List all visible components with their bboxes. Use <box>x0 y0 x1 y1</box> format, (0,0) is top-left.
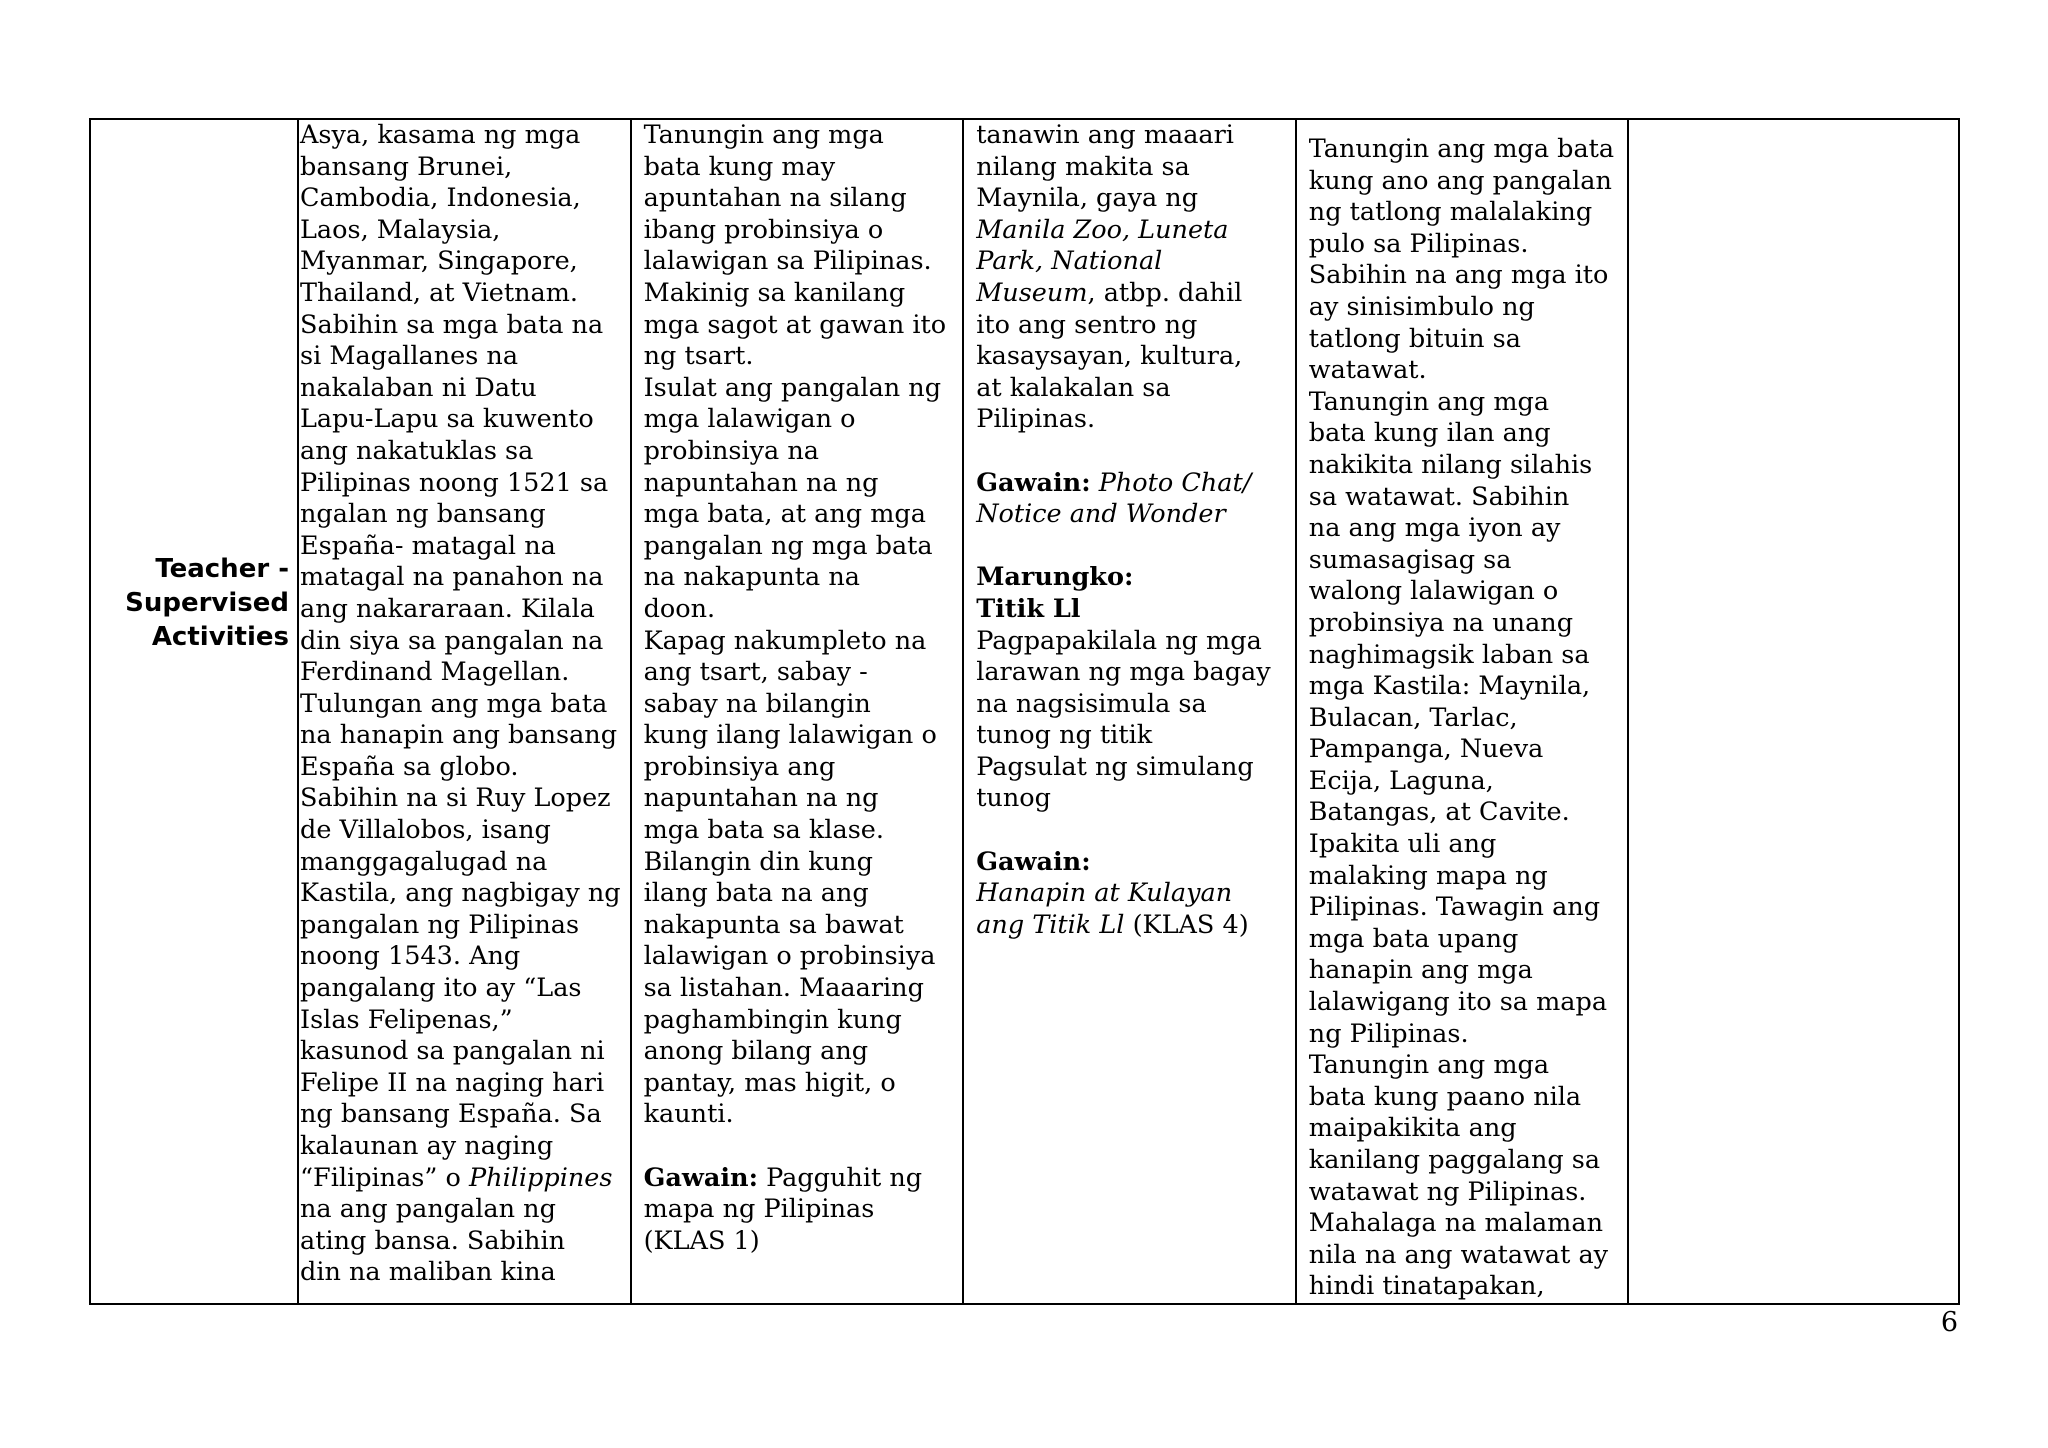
activity-cell-1 <box>298 119 631 1304</box>
empty-cell <box>1628 119 1959 1304</box>
activity-cell-4 <box>1296 119 1629 1304</box>
gawain-photo-chat: Gawain: Photo Chat/ Notice and Wonder <box>976 467 1252 530</box>
activity-text-4: Tanungin ang mga bata kung ano ang pangalan ng tatlong malalaking pulo sa Pilipinas. Sabihin na ang mga ito ay sinisimbulo ng tatlong bituin sa watawat. Tanungin ang mga bata kung ilan ang nakikita nilang silahis sa watawat. Sabihin na ang mga iyon ay sumasagisag sa walong lalawigan o probinsiya na unang naghimagsik laban sa mga Kastila: Maynila, Bulacan, Tarlac, Pampanga, Nueva Ecija, Laguna, Batangas, at Cavite. Ipakita uli ang malaking mapa ng Pilipinas. Tawagin ang mga bata upang hanapin ang mga lalawigang ito sa mapa ng Pilipinas. Tanungin ang mga bata kung paano nila maipakikita ang kanilang paggalang sa watawat ng Pilipinas. Mahalaga na malaman nila na ang watawat ay hindi tinatapakan, <box>1308 134 1615 1302</box>
activity-cell-2 <box>631 119 964 1304</box>
teacher-supervised-row <box>90 119 1959 1304</box>
gawain-pagguhit: Gawain: Pagguhit ng mapa ng Pilipinas (KLAS 1) <box>643 1162 923 1256</box>
marungko-section: Marungko: Titik Ll Pagpapakilala ng mga larawan ng mga bagay na nagsisimula sa tunog ng titik Pagsulat ng simulang tunog <box>976 562 1271 814</box>
lesson-plan-table <box>89 118 1960 1305</box>
activity-cell-3 <box>963 119 1296 1304</box>
row-label: Teacher - Supervised Activities <box>125 553 289 652</box>
activity-text-2: Tanungin ang mga bata kung may apuntahan na silang ibang probinsiya o lalawigan sa Pilipinas. Makinig sa kanilang mga sagot at gawan ito ng tsart. Isulat ang pangalan ng mga lalawigan o probinsiya na napuntahan na ng mga bata, at ang mga pangalan ng mga bata na nakapunta na doon. Kapag nakumpleto na ang tsart, sabay - sabay na bilangin kung ilang lalawigan o probinsiya ang napuntahan na ng mga bata sa klase. Bilangin din kung ilang bata na ang nakapunta sa bawat lalawigan o probinsiya sa listahan. Maaaring paghambingin kung anong bilang ang pantay, mas higit, o kaunti. <box>643 120 947 1130</box>
activity-text-3: tanawin ang maaari nilang makita sa Maynila, gaya ng Manila Zoo, Luneta Park, National Museum, atbp. dahil ito ang sentro ng kasaysayan, kultura, at kalakalan sa Pilipinas. <box>976 120 1243 435</box>
gawain-hanapin: Gawain: Hanapin at Kulayan ang Titik Ll (KLAS 4) <box>976 846 1249 940</box>
page-number: 6 <box>1940 1307 1958 1338</box>
activity-text-1: Asya, kasama ng mga bansang Brunei, Cambodia, Indonesia, Laos, Malaysia, Myanmar, Singapore, Thailand, at Vietnam. Sabihin sa mga bata na si Magallanes na nakalaban ni Datu Lapu-Lapu sa kuwento ang nakatuklas sa Pilipinas noong 1521 sa ngalan ng bansang España- matagal na matagal na panahon na ang nakararaan. Kilala din siya sa pangalan na Ferdinand Magellan. Tulungan ang mga bata na hanapin ang bansang España sa globo. Sabihin na si Ruy Lopez de Villalobos, isang manggagalugad na Kastila, ang nagbigay ng pangalan ng Pilipinas noong 1543. Ang pangalang ito ay “Las Islas Felipenas,” kasunod sa pangalan ni Felipe II na naging hari ng bansang España. Sa kalaunan ay naging “Filipinas” o Philippines na ang pangalan ng ating bansa. Sabihin din na maliban kina <box>300 120 621 1288</box>
row-label-cell <box>90 119 298 1304</box>
